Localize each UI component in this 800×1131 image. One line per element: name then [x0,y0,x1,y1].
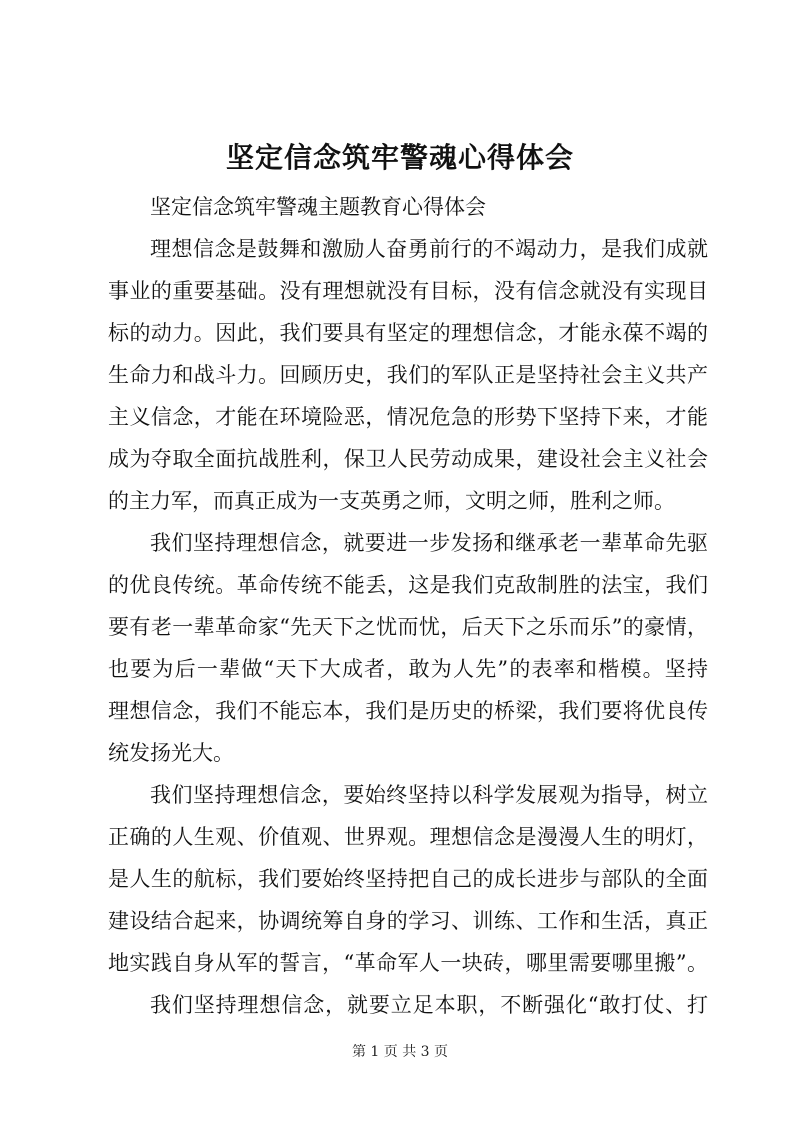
paragraph-line: 标的动力。因此，我们要具有坚定的理想信念，才能永葆不竭的 [108,321,708,345]
document-title: 坚定信念筑牢警魂心得体会 [225,141,574,174]
paragraph-line: 生命力和战斗力。回顾历史，我们的军队正是坚持社会主义共产 [108,363,708,387]
paragraph-line: 成为夺取全面抗战胜利，保卫人民劳动成果，建设社会主义社会 [108,447,708,471]
paragraph-line: 的主力军，而真正成为一支英勇之师，文明之师，胜利之师。 [108,489,675,513]
paragraph-line: 建设结合起来，协调统筹自身的学习、训练、工作和生活，真正 [108,909,708,933]
paragraph-line: 事业的重要基础。没有理想就没有目标，没有信念就没有实现目 [108,279,708,303]
paragraph-line: 地实践自身从军的誓言，“革命军人一块砖，哪里需要哪里搬”。 [108,951,708,975]
paragraph-line: 是人生的航标，我们要始终坚持把自己的成长进步与部队的全面 [108,867,708,891]
page-footer: 第 1 页 共 3 页 [351,1044,449,1060]
paragraph-line: 理想信念是鼓舞和激励人奋勇前行的不竭动力，是我们成就 [150,237,708,261]
paragraph-line: 我们坚持理想信念，要始终坚持以科学发展观为指导，树立 [150,783,708,807]
paragraph-line: 正确的人生观、价值观、世界观。理想信念是漫漫人生的明灯， [108,825,708,849]
paragraph-line: 统发扬光大。 [108,741,234,765]
paragraph-line: 理想信念，我们不能忘本，我们是历史的桥梁，我们要将优良传 [108,699,708,723]
paragraph-line: 要有老一辈革命家“先天下之忧而忧，后天下之乐而乐”的豪情， [108,615,708,639]
paragraph-line: 我们坚持理想信念，就要进一步发扬和继承老一辈革命先驱 [150,531,708,555]
paragraph-line: 也要为后一辈做“天下大成者，敢为人先”的表率和楷模。坚持 [108,657,708,681]
document-subtitle: 坚定信念筑牢警魂主题教育心得体会 [150,195,486,219]
paragraph-line: 主义信念，才能在环境险恶，情况危急的形势下坚持下来，才能 [108,405,708,429]
paragraph-line: 的优良传统。革命传统不能丢，这是我们克敌制胜的法宝，我们 [108,573,708,597]
paragraph-line: 我们坚持理想信念，就要立足本职，不断强化“敢打仗、打 [150,993,708,1017]
